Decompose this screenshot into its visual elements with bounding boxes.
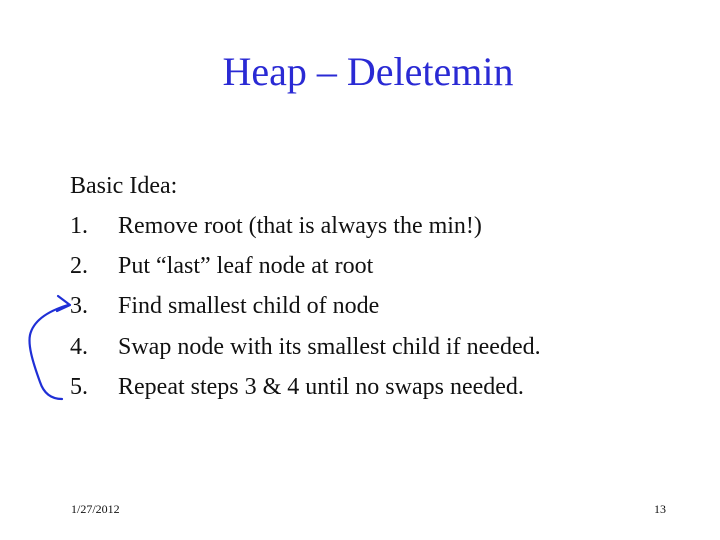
list-number: 3.	[70, 293, 88, 319]
list-number: 1.	[70, 213, 88, 239]
list-text: Swap node with its smallest child if needed.	[118, 334, 541, 360]
list-text: Put “last” leaf node at root	[118, 253, 374, 279]
slide-title: Heap – Deletemin	[222, 49, 514, 94]
footer-page-number: 13	[654, 502, 666, 516]
list-number: 4.	[70, 334, 88, 360]
list-item	[70, 332, 710, 364]
list-item	[70, 251, 710, 283]
list-item	[70, 291, 710, 323]
footer-date: 1/27/2012	[71, 502, 120, 516]
list-number: 5.	[70, 374, 88, 400]
list-item	[70, 372, 710, 404]
list-text: Repeat steps 3 & 4 until no swaps needed.	[118, 374, 524, 400]
list-number: 2.	[70, 253, 88, 279]
list-item	[70, 211, 710, 243]
intro-text: Basic Idea:	[70, 173, 178, 199]
list-text: Remove root (that is always the min!)	[118, 213, 482, 239]
list-text: Find smallest child of node	[118, 293, 380, 319]
